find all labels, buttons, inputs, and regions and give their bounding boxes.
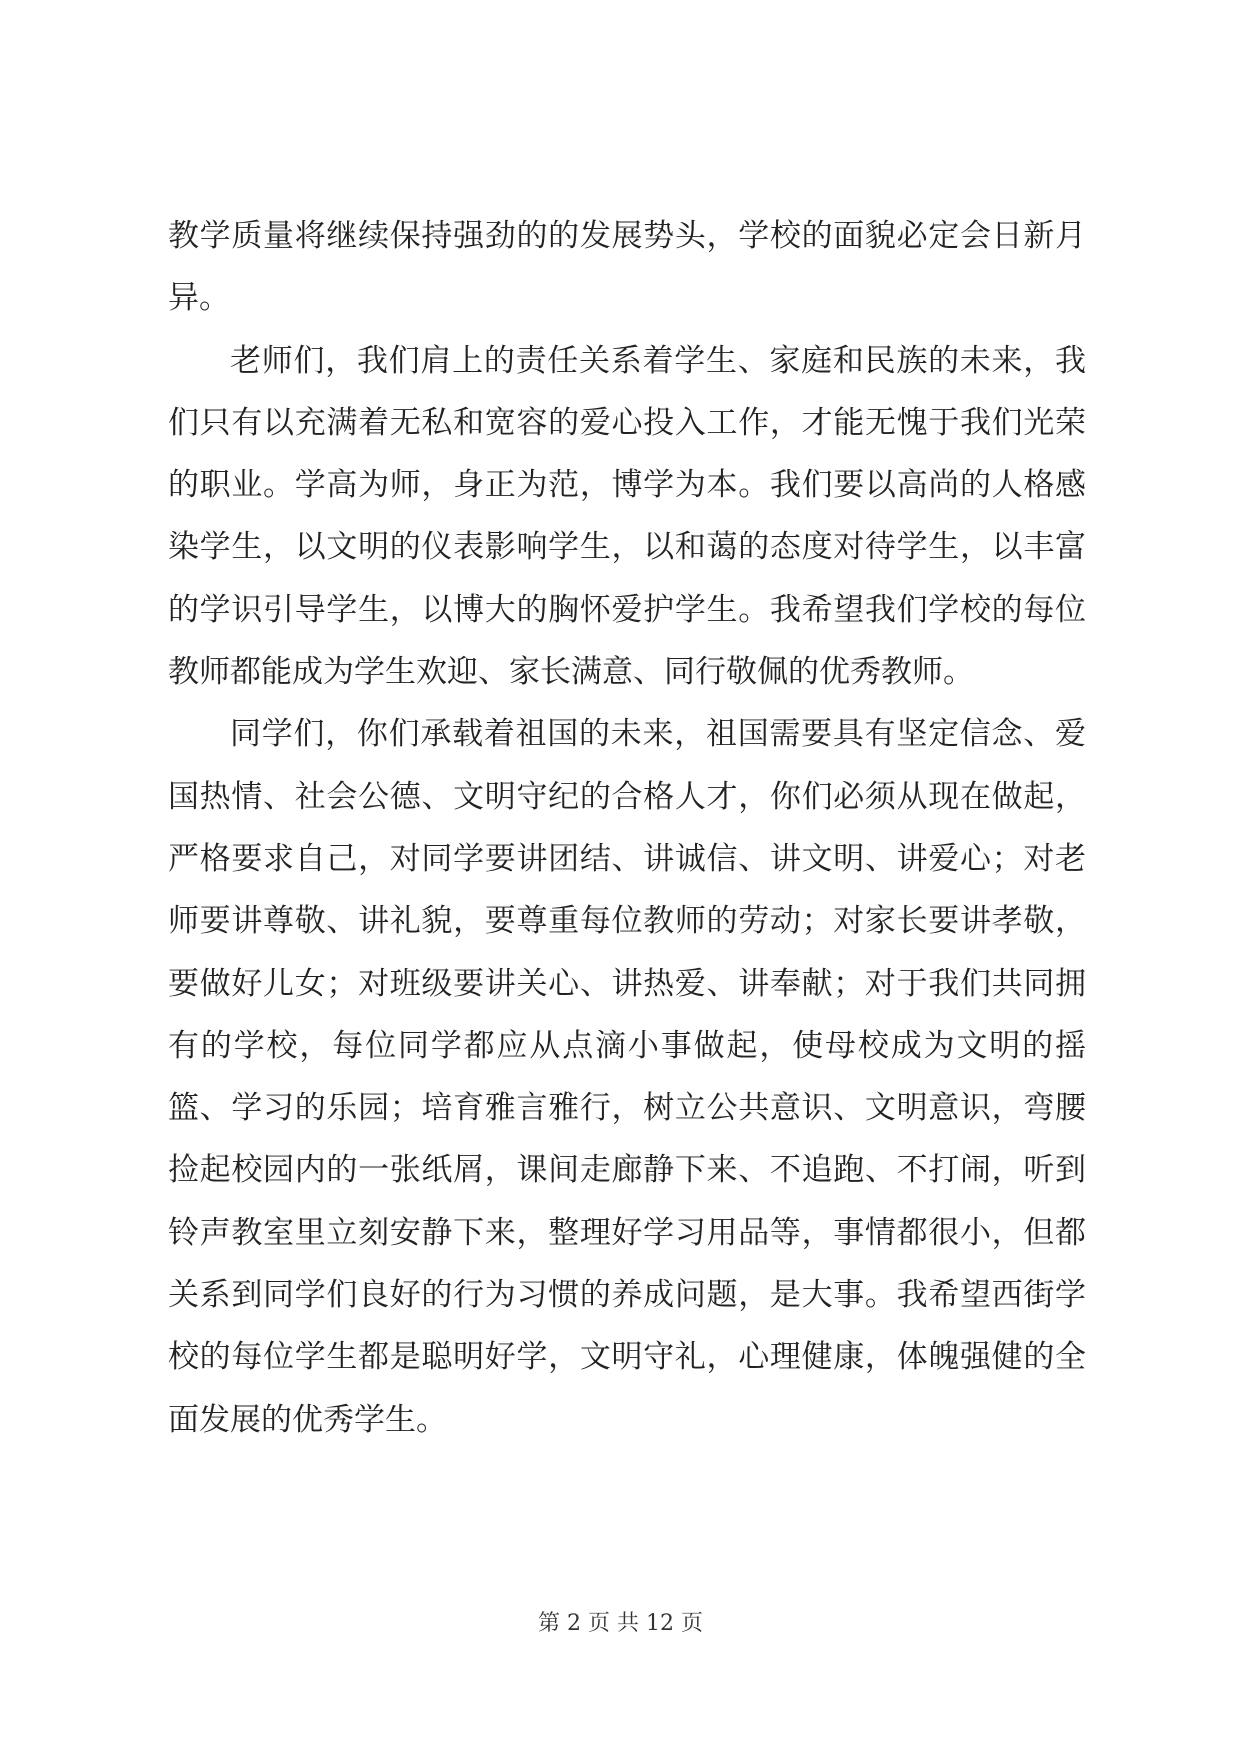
paragraph-students: 同学们，你们承载着祖国的未来，祖国需要具有坚定信念、爱国热情、社会公德、文明守纪的合格人才，你们必须从现在做起，严格要求自己，对同学要讲团结、讲诚信、讲文明、讲爱心；对老师要讲尊敬、讲礼貌，要尊重每位教师的劳动；对家长要讲孝敬，要做好儿女；对班级要讲关心、讲热爱、讲奉献；对于我们共同拥有的学校，每位同学都应从点滴小事做起，使母校成为文明的摇篮、学习的乐园；培育雅言雅行，树立公共意识、文明意识，弯腰捡起校园内的一张纸屑，课间走廊静下来、不追跑、不打闹，听到铃声教室里立刻安静下来，整理好学习用品等，事情都很小，但都关系到同学们良好的行为习惯的养成问题，是大事。我希望西街学校的每位学生都是聪明好学，文明守礼，心理健康，体魄强健的全面发展的优秀学生。 [168,716,1086,1438]
page-number-footer: 第 2 页 共 12 页 [538,1611,703,1636]
document-body [168,205,1086,1451]
paragraph-teachers: 老师们，我们肩上的责任关系着学生、家庭和民族的未来，我们只有以充满着无私和宽容的爱心投入工作，才能无愧于我们光荣的职业。学高为师，身正为范，博学为本。我们要以高尚的人格感染学生，以文明的仪表影响学生，以和蔼的态度对待学生，以丰富的学识引导学生，以博大的胸怀爱护学生。我希望我们学校的每位教师都能成为学生欢迎、家长满意、同行敬佩的优秀教师。 [168,342,1086,691]
paragraph-continuation: 教学质量将继续保持强劲的的发展势头，学校的面貌必定会日新月异。 [168,218,1086,317]
